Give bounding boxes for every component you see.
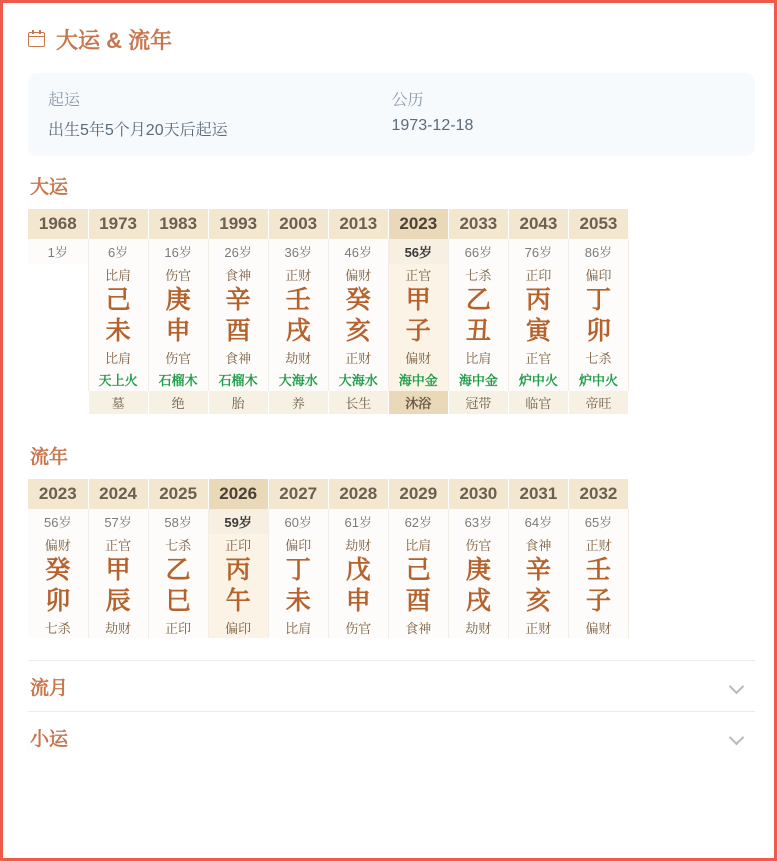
accordion-xiaoyun-label: 小运 xyxy=(30,728,69,750)
dayun-nayin-row xyxy=(28,368,629,391)
calendar-icon xyxy=(28,30,47,49)
dayun-tiangan-shishen-cell: 比肩 xyxy=(88,264,148,285)
dayun-dizhi-row xyxy=(28,316,629,347)
liunian-tiangan-cell: 癸 xyxy=(28,555,88,586)
liunian-tiangan-shishen-cell: 偏印 xyxy=(268,534,328,555)
liunian-dizhi-cell: 卯 xyxy=(28,586,88,617)
liunian-tiangan-cell: 辛 xyxy=(508,555,568,586)
liunian-age-cell: 62岁 xyxy=(388,509,448,534)
dayun-state-cell: 养 xyxy=(268,391,328,414)
dayun-year-cell[interactable]: 2053 xyxy=(568,209,628,239)
dayun-age-cell: 6岁 xyxy=(88,239,148,264)
liunian-dizhi-cell: 申 xyxy=(328,586,388,617)
liunian-age-row xyxy=(28,509,629,534)
liunian-year-cell[interactable]: 2025 xyxy=(148,479,208,509)
dayun-tiangan-cell: 己 xyxy=(88,285,148,316)
liunian-tiangan-cell: 丁 xyxy=(268,555,328,586)
dayun-year-row xyxy=(28,209,629,239)
dayun-state-cell: 沐浴 xyxy=(388,391,448,414)
liunian-tiangan-shishen-cell: 比肩 xyxy=(388,534,448,555)
solar-date-label: 公历 xyxy=(391,92,424,109)
liunian-dizhi-cell: 未 xyxy=(268,586,328,617)
liunian-year-cell[interactable]: 2023 xyxy=(28,479,88,509)
liunian-dizhi-shishen-cell: 正财 xyxy=(508,617,568,638)
dayun-year-cell[interactable]: 2043 xyxy=(508,209,568,239)
dayun-state-row xyxy=(28,391,629,414)
liunian-age-cell: 59岁 xyxy=(208,509,268,534)
liunian-year-cell[interactable]: 2032 xyxy=(568,479,628,509)
dayun-tiangan-shishen-row xyxy=(28,264,629,285)
page-title xyxy=(28,24,755,55)
liunian-year-cell[interactable]: 2030 xyxy=(448,479,508,509)
liunian-tiangan-shishen-cell: 正官 xyxy=(88,534,148,555)
dayun-year-cell[interactable]: 1973 xyxy=(88,209,148,239)
liunian-age-cell: 64岁 xyxy=(508,509,568,534)
liunian-dizhi-shishen-cell: 伤官 xyxy=(328,617,388,638)
liunian-dizhi-shishen-cell: 正印 xyxy=(148,617,208,638)
dayun-nayin-cell: 天上火 xyxy=(88,368,148,391)
dayun-nayin-cell: 海中金 xyxy=(388,368,448,391)
dayun-state-cell: 胎 xyxy=(208,391,268,414)
chevron-down-icon[interactable] xyxy=(729,678,745,694)
accordion-liuyue[interactable] xyxy=(28,660,755,711)
liunian-age-cell: 56岁 xyxy=(28,509,88,534)
dayun-dizhi-shishen-cell: 比肩 xyxy=(448,347,508,368)
liunian-age-cell: 65岁 xyxy=(568,509,628,534)
liunian-year-cell[interactable]: 2026 xyxy=(208,479,268,509)
dayun-age-cell: 56岁 xyxy=(388,239,448,264)
dayun-state-cell: 临官 xyxy=(508,391,568,414)
dayun-dizhi-cell: 子 xyxy=(388,316,448,347)
dayun-dizhi-cell xyxy=(28,316,88,347)
dayun-dizhi-shishen-cell: 比肩 xyxy=(88,347,148,368)
dayun-age-cell: 76岁 xyxy=(508,239,568,264)
liunian-tiangan-cell: 丙 xyxy=(208,555,268,586)
dayun-dizhi-shishen-cell: 食神 xyxy=(208,347,268,368)
liunian-dizhi-row xyxy=(28,586,629,617)
dayun-section-title: 大运 xyxy=(30,177,69,198)
dayun-year-cell[interactable]: 2003 xyxy=(268,209,328,239)
dayun-tiangan-shishen-cell: 七杀 xyxy=(448,264,508,285)
liunian-grid xyxy=(28,479,755,638)
dayun-year-cell[interactable]: 1968 xyxy=(28,209,88,239)
dayun-state-cell: 墓 xyxy=(88,391,148,414)
liunian-dizhi-shishen-cell: 偏财 xyxy=(568,617,628,638)
liunian-tiangan-shishen-cell: 伤官 xyxy=(448,534,508,555)
liunian-dizhi-shishen-cell: 比肩 xyxy=(268,617,328,638)
liunian-tiangan-shishen-cell: 正印 xyxy=(208,534,268,555)
dayun-dizhi-cell: 未 xyxy=(88,316,148,347)
accordion-xiaoyun[interactable] xyxy=(28,711,755,762)
liunian-dizhi-cell: 酉 xyxy=(388,586,448,617)
dayun-state-cell: 冠带 xyxy=(448,391,508,414)
dayun-nayin-cell: 炉中火 xyxy=(568,368,628,391)
start-luck-block xyxy=(48,87,392,140)
dayun-year-cell[interactable]: 2033 xyxy=(448,209,508,239)
dayun-dizhi-shishen-cell: 七杀 xyxy=(568,347,628,368)
liunian-tiangan-shishen-cell: 正财 xyxy=(568,534,628,555)
liunian-tiangan-row xyxy=(28,555,629,586)
liunian-dizhi-cell: 子 xyxy=(568,586,628,617)
liunian-tiangan-shishen-cell: 劫财 xyxy=(328,534,388,555)
dayun-year-cell[interactable]: 1993 xyxy=(208,209,268,239)
dayun-dizhi-shishen-cell: 正财 xyxy=(328,347,388,368)
dayun-grid xyxy=(28,209,755,414)
liunian-tiangan-shishen-cell: 偏财 xyxy=(28,534,88,555)
dayun-liunian-card xyxy=(6,6,777,762)
dayun-tiangan-shishen-cell: 正印 xyxy=(508,264,568,285)
solar-date-block xyxy=(392,87,736,140)
dayun-dizhi-cell: 酉 xyxy=(208,316,268,347)
liunian-year-cell[interactable]: 2028 xyxy=(328,479,388,509)
dayun-age-cell: 1岁 xyxy=(28,239,88,264)
dayun-tiangan-cell: 癸 xyxy=(328,285,388,316)
dayun-tiangan-cell: 丙 xyxy=(508,285,568,316)
liunian-tiangan-cell: 戊 xyxy=(328,555,388,586)
liunian-dizhi-shishen-cell: 劫财 xyxy=(88,617,148,638)
dayun-nayin-cell: 大海水 xyxy=(268,368,328,391)
liunian-tiangan-shishen-row xyxy=(28,534,629,555)
liunian-tiangan-shishen-cell: 七杀 xyxy=(148,534,208,555)
dayun-age-cell: 16岁 xyxy=(148,239,208,264)
dayun-year-cell[interactable]: 2023 xyxy=(388,209,448,239)
dayun-tiangan-shishen-cell: 偏印 xyxy=(568,264,628,285)
dayun-age-row xyxy=(28,239,629,264)
liunian-year-cell[interactable]: 2029 xyxy=(388,479,448,509)
liunian-dizhi-shishen-row xyxy=(28,617,629,638)
liunian-tiangan-cell: 己 xyxy=(388,555,448,586)
dayun-nayin-cell xyxy=(28,368,88,391)
dayun-nayin-cell: 炉中火 xyxy=(508,368,568,391)
liunian-year-row xyxy=(28,479,629,509)
page-title-text: 大运 & 流年 xyxy=(56,28,173,53)
liunian-tiangan-cell: 甲 xyxy=(88,555,148,586)
dayun-dizhi-shishen-cell: 劫财 xyxy=(268,347,328,368)
dayun-dizhi-shishen-row xyxy=(28,347,629,368)
dayun-tiangan-cell: 丁 xyxy=(568,285,628,316)
liunian-age-cell: 60岁 xyxy=(268,509,328,534)
dayun-nayin-cell: 石榴木 xyxy=(208,368,268,391)
liunian-year-cell[interactable]: 2024 xyxy=(88,479,148,509)
dayun-year-cell[interactable]: 2013 xyxy=(328,209,388,239)
dayun-dizhi-cell: 申 xyxy=(148,316,208,347)
dayun-state-cell xyxy=(28,391,88,414)
liunian-tiangan-cell: 庚 xyxy=(448,555,508,586)
dayun-tiangan-cell: 乙 xyxy=(448,285,508,316)
liunian-dizhi-cell: 辰 xyxy=(88,586,148,617)
start-luck-value: 出生5年5个月20天后起运 xyxy=(48,122,228,139)
dayun-nayin-cell: 石榴木 xyxy=(148,368,208,391)
liunian-dizhi-shishen-cell: 七杀 xyxy=(28,617,88,638)
dayun-nayin-cell: 海中金 xyxy=(448,368,508,391)
accordion-liuyue-label: 流月 xyxy=(30,677,69,699)
chevron-down-icon[interactable] xyxy=(729,729,745,745)
liunian-year-cell[interactable]: 2031 xyxy=(508,479,568,509)
liunian-age-cell: 58岁 xyxy=(148,509,208,534)
dayun-tiangan-shishen-cell: 正官 xyxy=(388,264,448,285)
liunian-dizhi-cell: 戌 xyxy=(448,586,508,617)
liunian-tiangan-cell: 乙 xyxy=(148,555,208,586)
dayun-tiangan-cell: 甲 xyxy=(388,285,448,316)
dayun-age-cell: 36岁 xyxy=(268,239,328,264)
dayun-state-cell: 绝 xyxy=(148,391,208,414)
liunian-dizhi-cell: 午 xyxy=(208,586,268,617)
dayun-age-cell: 86岁 xyxy=(568,239,628,264)
dayun-nayin-cell: 大海水 xyxy=(328,368,388,391)
liunian-dizhi-shishen-cell: 食神 xyxy=(388,617,448,638)
dayun-dizhi-shishen-cell: 伤官 xyxy=(148,347,208,368)
dayun-state-cell: 长生 xyxy=(328,391,388,414)
dayun-tiangan-cell: 辛 xyxy=(208,285,268,316)
dayun-dizhi-cell: 寅 xyxy=(508,316,568,347)
dayun-tiangan-shishen-cell: 偏财 xyxy=(328,264,388,285)
liunian-age-cell: 61岁 xyxy=(328,509,388,534)
dayun-dizhi-cell: 戌 xyxy=(268,316,328,347)
solar-date-value: 1973-12-18 xyxy=(391,117,474,134)
dayun-dizhi-shishen-cell: 正官 xyxy=(508,347,568,368)
liunian-age-cell: 63岁 xyxy=(448,509,508,534)
dayun-dizhi-shishen-cell: 偏财 xyxy=(388,347,448,368)
start-luck-label: 起运 xyxy=(48,92,81,109)
dayun-age-cell: 46岁 xyxy=(328,239,388,264)
info-panel xyxy=(28,73,755,156)
dayun-dizhi-shishen-cell xyxy=(28,347,88,368)
liunian-dizhi-cell: 亥 xyxy=(508,586,568,617)
dayun-dizhi-cell: 亥 xyxy=(328,316,388,347)
dayun-tiangan-shishen-cell xyxy=(28,264,88,285)
dayun-tiangan-cell xyxy=(28,285,88,316)
dayun-dizhi-cell: 丑 xyxy=(448,316,508,347)
dayun-age-cell: 66岁 xyxy=(448,239,508,264)
liunian-year-cell[interactable]: 2027 xyxy=(268,479,328,509)
liunian-tiangan-shishen-cell: 食神 xyxy=(508,534,568,555)
dayun-tiangan-cell: 壬 xyxy=(268,285,328,316)
liunian-tiangan-cell: 壬 xyxy=(568,555,628,586)
dayun-age-cell: 26岁 xyxy=(208,239,268,264)
dayun-tiangan-row xyxy=(28,285,629,316)
liunian-age-cell: 57岁 xyxy=(88,509,148,534)
dayun-state-cell: 帝旺 xyxy=(568,391,628,414)
dayun-tiangan-shishen-cell: 伤官 xyxy=(148,264,208,285)
liunian-section-title: 流年 xyxy=(30,447,69,468)
liunian-dizhi-shishen-cell: 偏印 xyxy=(208,617,268,638)
dayun-tiangan-shishen-cell: 食神 xyxy=(208,264,268,285)
dayun-tiangan-cell: 庚 xyxy=(148,285,208,316)
liunian-dizhi-shishen-cell: 劫财 xyxy=(448,617,508,638)
dayun-year-cell[interactable]: 1983 xyxy=(148,209,208,239)
liunian-dizhi-cell: 巳 xyxy=(148,586,208,617)
dayun-dizhi-cell: 卯 xyxy=(568,316,628,347)
dayun-tiangan-shishen-cell: 正财 xyxy=(268,264,328,285)
